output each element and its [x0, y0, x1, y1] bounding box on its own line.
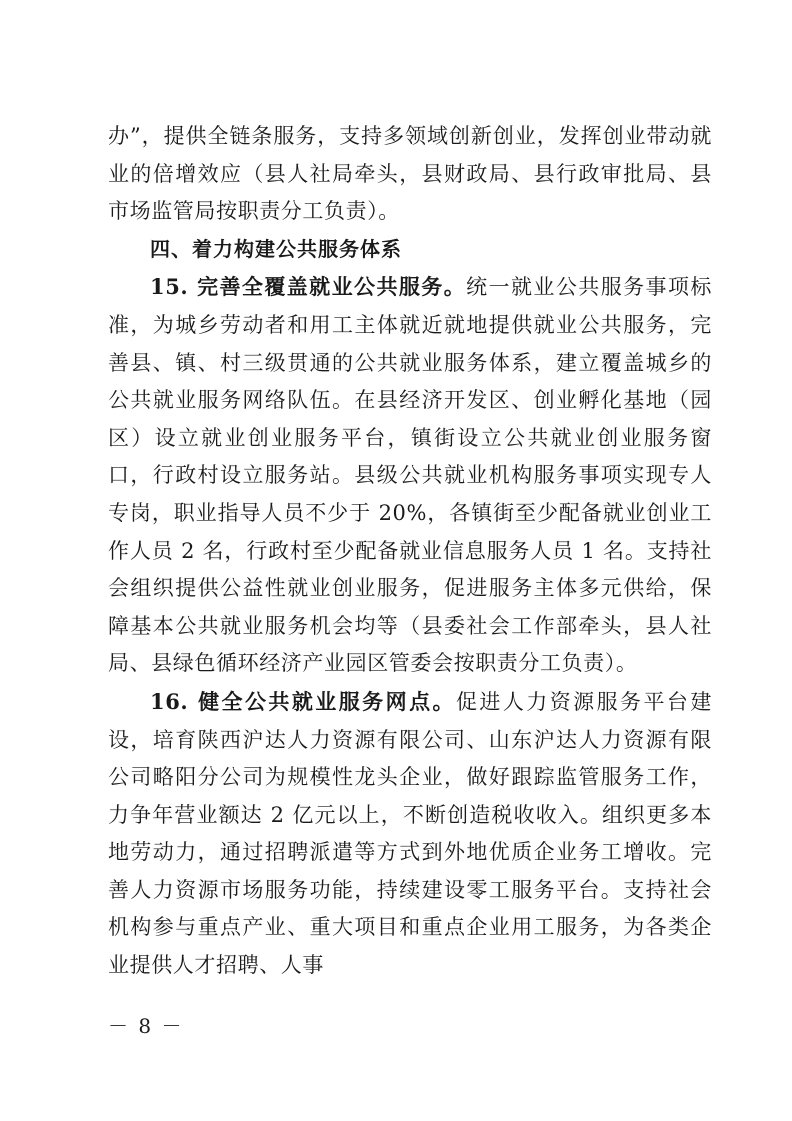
- item-16-body: 促进人力资源服务平台建设，培育陕西沪达人力资源有限公司、山东沪达人力资源有限公司略阳分公司为规模性龙头企业，做好跟踪监管服务工作，力争年营业额达 2 亿元以上，不断创造税收收入。组织更多本地劳动力，通过招聘派遣等方式到外地优质企业务工增收。完善人力资源市场服务功能，持续建设零工服务平台。支持社会机构参与重点产业、重大项目和重点企业用工服务，为各类企业提供人才招聘、人事: [108, 689, 712, 978]
- section-heading: 四、着力构建公共服务体系: [150, 236, 402, 261]
- page-number: － 8 －: [108, 1014, 184, 1038]
- body-text: [108, 118, 712, 985]
- item-15-lead: 15. 完善全覆盖就业公共服务。: [150, 274, 467, 300]
- item-15-paragraph: [108, 268, 712, 683]
- item-15-body: 统一就业公共服务事项标准，为城乡劳动者和用工主体就近就地提供就业公共服务，完善县、镇、村三级贯通的公共就业服务体系，建立覆盖城乡的公共就业服务网络队伍。在县经济开发区、创业孵化基地（园区）设立就业创业服务平台，镇街设立公共就业创业服务窗口，行政村设立服务站。县级公共就业机构服务事项实现专人专岗，职业指导人员不少于 20%，各镇街至少配备就业创业工作人员 2 名，行政村至少配备就业信息服务人员 1 名。支持社会组织提供公益性就业创业服务，促进服务主体多元供给，保障基本公共就业服务机会均等（县委社会工作部牵头，县人社局、县绿色循环经济产业园区管委会按职责分工负责）。: [108, 275, 712, 676]
- item-16-lead: 16. 健全公共就业服务网点。: [150, 688, 456, 714]
- item-16-paragraph: [108, 683, 712, 985]
- continuation-paragraph: 办”，提供全链条服务，支持多领域创新创业，发挥创业带动就业的倍增效应（县人社局牵头，县财政局、县行政审批局、县市场监管局按职责分工负责）。: [108, 124, 712, 224]
